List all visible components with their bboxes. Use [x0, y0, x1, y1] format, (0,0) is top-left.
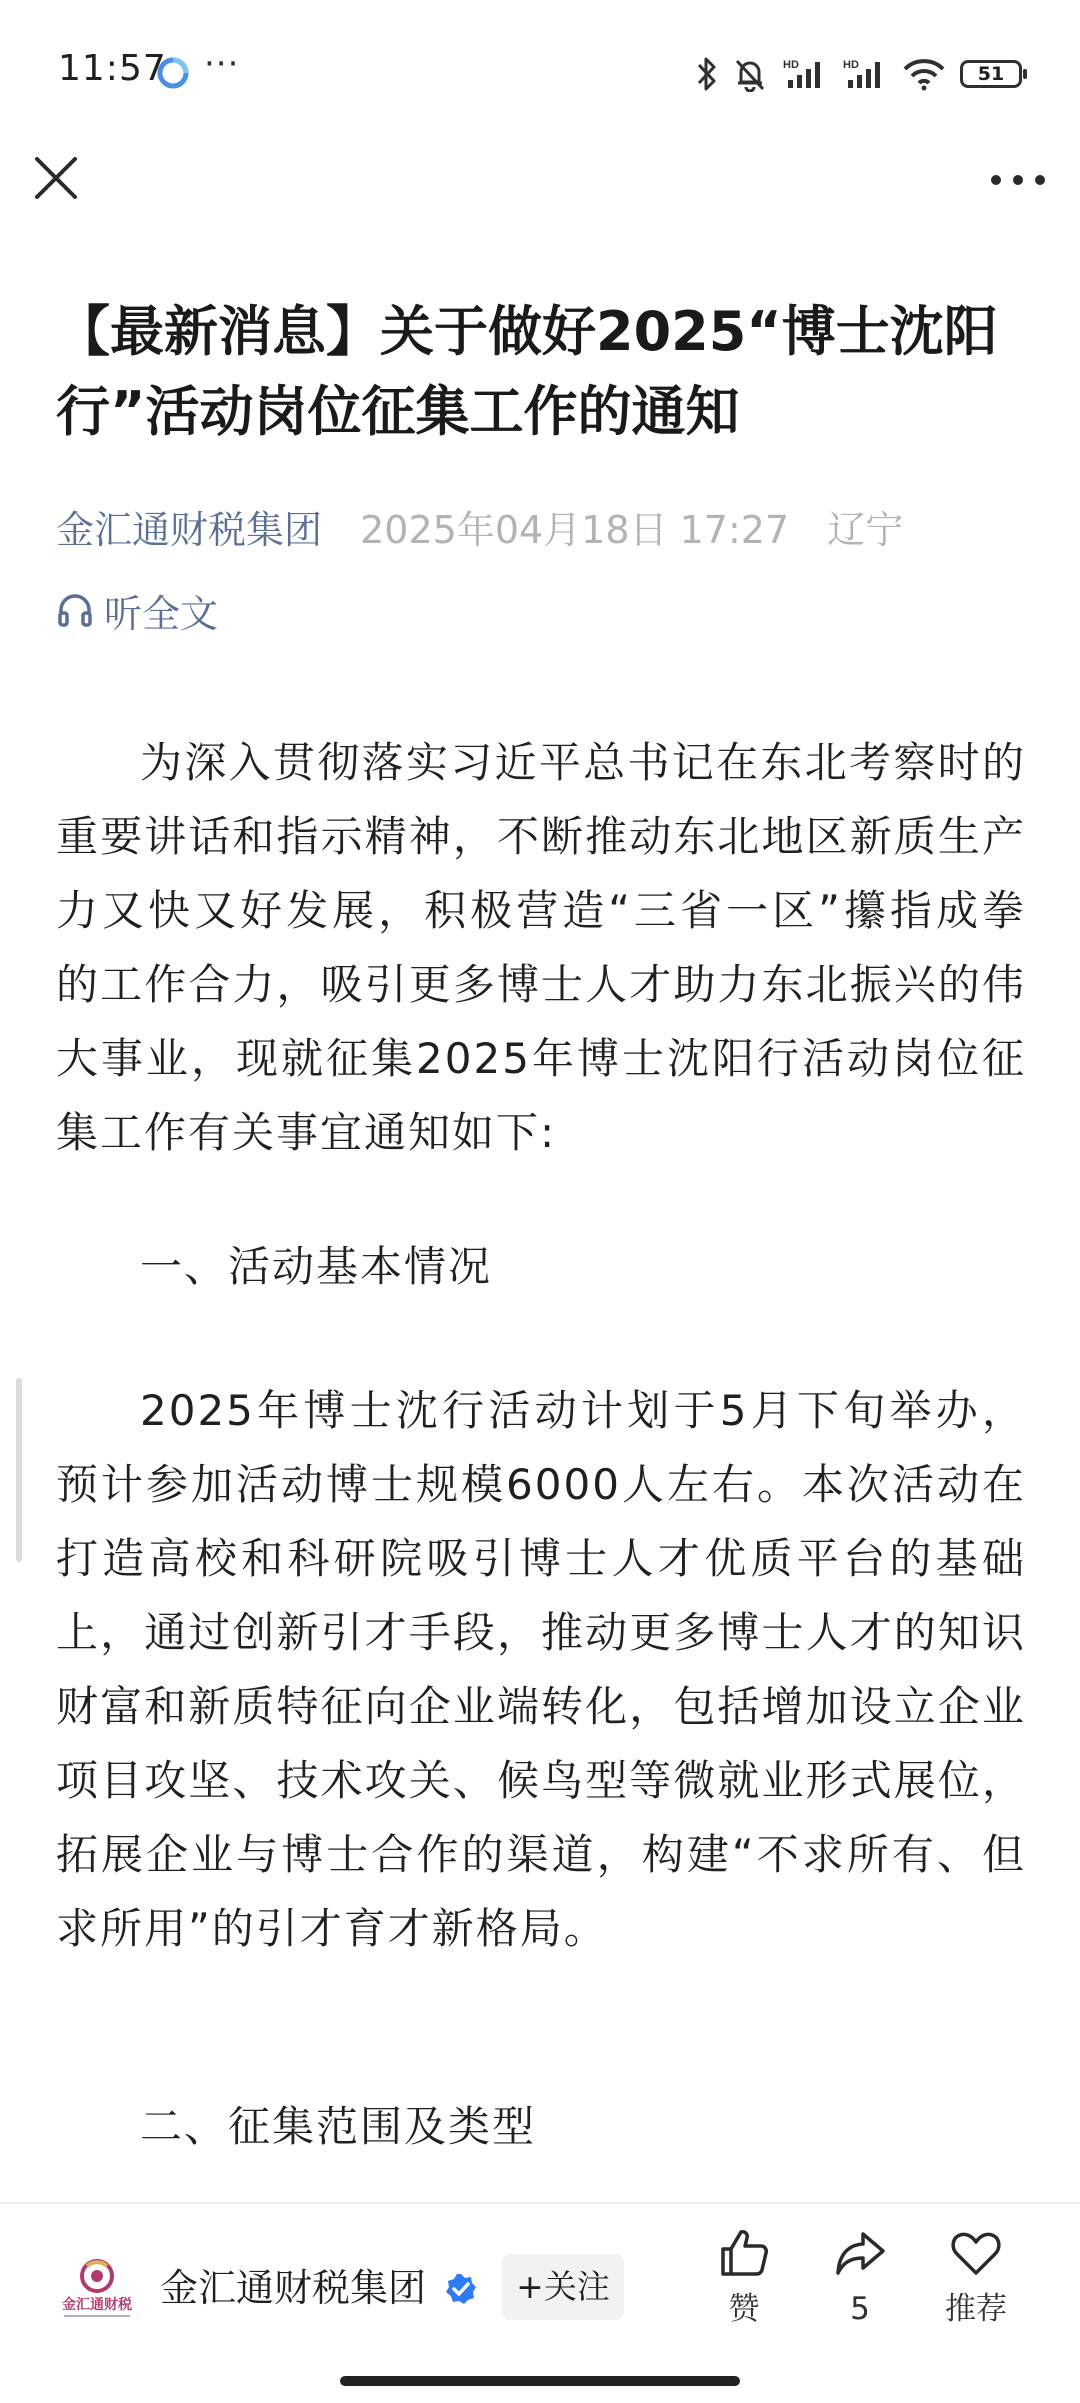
body-paragraph-2: 2025年博士沈行活动计划于5月下旬举办，预计参加活动博士规模6000人左右。本次活动在打造高校和科研院吸引博士人才优质平台的基础上，通过创新引才手段，推动更多博士人才的知识财富和新质特征向企业端转化，包括增加设立企业项目攻坚、技术攻关、候鸟型等微就业形式展位，拓展企业与博士合作的渠道，构建“不求所有、但求所用”的引才育才新格局。 — [56, 1386, 1026, 1953]
status-bar — [0, 0, 1080, 150]
status-time: 11:57 — [58, 48, 167, 89]
share-button[interactable] — [800, 2226, 920, 2328]
headphones-icon — [56, 591, 94, 629]
status-more-icon: ··· — [204, 44, 240, 84]
follow-button[interactable]: +关注 — [502, 2254, 624, 2320]
body-paragraph-1: 为深入贯彻落实习近平总书记在东北考察时的重要讲话和指示精神，不断推动东北地区新质生产力又快又好发展，积极营造“三省一区”攥指成拳的工作合力，吸引更多博士人才助力东北振兴的伟大事业，现就征集2025年博士沈阳行活动岗位征集工作有关事宜通知如下: — [56, 738, 1026, 1157]
account-name[interactable]: 金汇通财税集团 — [160, 2266, 427, 2310]
close-button[interactable] — [30, 152, 82, 204]
home-indicator[interactable] — [340, 2376, 740, 2386]
close-icon — [30, 152, 82, 204]
like-label: 赞 — [728, 2291, 760, 2327]
more-options-button[interactable] — [986, 160, 1050, 200]
company-logo-icon — [54, 2254, 140, 2322]
share-count: 5 — [850, 2291, 870, 2327]
signal1-hd-label: HD — [783, 59, 799, 71]
wifi-icon — [902, 57, 946, 91]
publish-date: 2025年04月18日 17:27 — [360, 508, 790, 552]
listen-full-text-button[interactable] — [56, 580, 218, 640]
share-icon — [833, 2226, 887, 2280]
listen-label: 听全文 — [104, 591, 219, 636]
like-button[interactable] — [684, 2226, 804, 2328]
heart-icon — [949, 2226, 1003, 2280]
thumbs-up-icon — [717, 2226, 771, 2280]
signal-strength-icon-2 — [842, 56, 888, 92]
logo-text: 金汇通财税 — [62, 2297, 132, 2313]
section-heading-1: 一、活动基本情况 — [140, 1242, 493, 1291]
publish-region: 辽宁 — [827, 508, 904, 552]
author-link[interactable]: 金汇通财税集团 — [56, 508, 323, 552]
article-meta — [56, 500, 1036, 560]
status-icons — [696, 52, 1022, 96]
battery-icon: 51 — [960, 60, 1022, 88]
account-avatar[interactable] — [54, 2254, 140, 2322]
app-notification-icon — [156, 56, 190, 90]
recommend-label: 推荐 — [945, 2291, 1007, 2327]
verified-badge-icon — [444, 2272, 478, 2306]
signal2-hd-label: HD — [843, 59, 859, 71]
recommend-button[interactable] — [916, 2226, 1036, 2328]
section-heading-2: 二、征集范围及类型 — [140, 2102, 537, 2151]
bluetooth-icon — [696, 56, 718, 92]
signal-strength-icon-1 — [782, 56, 828, 92]
bottom-bar — [0, 2202, 1080, 2403]
article-title: 【最新消息】关于做好2025“博士沈阳行”活动岗位征集工作的通知 — [56, 300, 998, 443]
mute-bell-icon — [732, 56, 768, 92]
scroll-indicator[interactable] — [16, 1378, 22, 1562]
more-dots-icon — [986, 160, 1050, 200]
